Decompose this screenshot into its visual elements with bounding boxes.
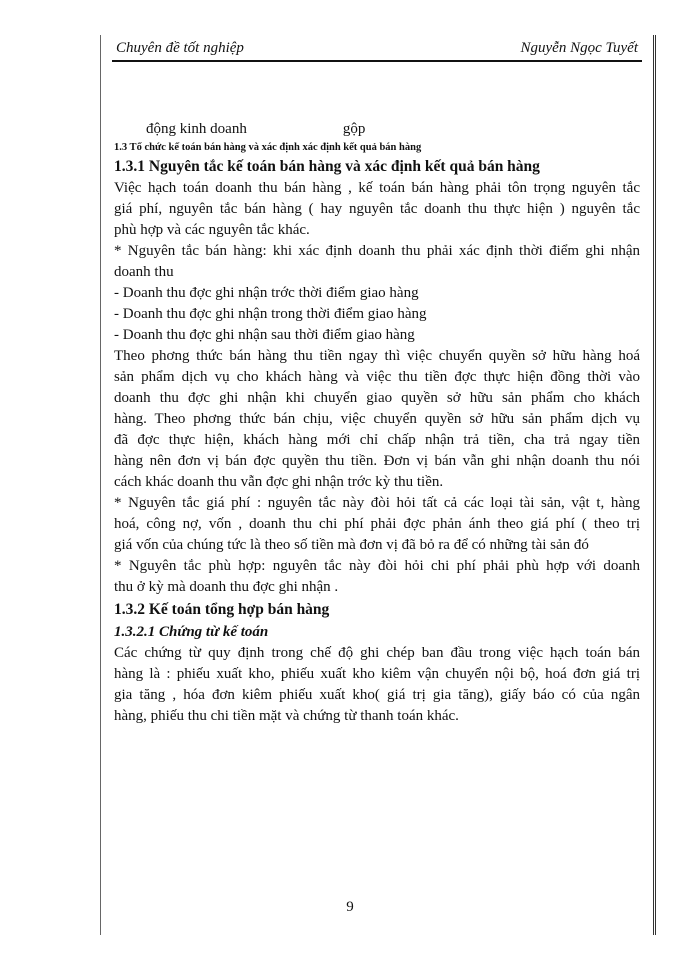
list-item: - Doanh thu đợc ghi nhận sau thời điểm giao hàng bbox=[114, 327, 415, 343]
text-line: hàng. Theo phơng thức bán chịu, việc chuyển quyền sở hữu sản phẩm dịch vụ bbox=[114, 411, 640, 427]
text-line: * Nguyên tắc phù hợp: nguyên tắc này đòi hỏi chi phí phải phù hợp với doanh bbox=[114, 558, 640, 574]
text-line: * Nguyên tắc bán hàng: khi xác định doanh thu phải xác định thời điểm ghi nhận bbox=[114, 243, 640, 259]
paragraph-1 bbox=[114, 178, 640, 241]
paragraph-6 bbox=[114, 643, 640, 727]
text-line: cách khác doanh thu vẫn đợc ghi nhận trớc kỳ thu tiền. bbox=[114, 474, 444, 490]
text-line: Việc hạch toán doanh thu bán hàng , kế toán bán hàng phải tôn trọng nguyên tắc bbox=[114, 180, 640, 196]
text-line: thu ở kỳ mà doanh thu đợc ghi nhận . bbox=[114, 579, 339, 595]
text-line: sản phẩm dịch vụ cho khách hàng và việc thu tiền đợc thực hiện đồng thời vào bbox=[114, 369, 640, 385]
continuation-left: động kinh doanh bbox=[146, 121, 247, 137]
text-line: Theo phơng thức bán hàng thu tiền ngay thì việc chuyển quyền sở hữu hàng hoá bbox=[114, 348, 640, 364]
text-line: gia tăng , hóa đơn kiêm phiếu xuất kho( giá trị gia tăng), giấy báo có của ngân bbox=[114, 687, 640, 703]
section-title-small: 1.3 Tổ chức kế toán bán hàng và xác định xác định kết quả bán hàng bbox=[114, 142, 422, 153]
text-line: Các chứng từ quy định trong chế độ ghi chép ban đầu trong việc hạch toán bán bbox=[114, 645, 640, 661]
list-item: - Doanh thu đợc ghi nhận trong thời điểm giao hàng bbox=[114, 306, 427, 322]
paragraph-3 bbox=[114, 346, 640, 493]
text-line: * Nguyên tắc giá phí : nguyên tắc này đòi hỏi tất cả các loại tài sản, vật t, hàng bbox=[114, 495, 640, 511]
text-line: giá vốn của chúng tức là theo số tiền mà đơn vị đã bỏ ra để có những tài sản đó bbox=[114, 537, 589, 553]
document-body bbox=[114, 119, 640, 727]
paragraph-5 bbox=[114, 556, 640, 598]
header-author: Nguyễn Ngọc Tuyết bbox=[520, 40, 638, 56]
heading-1-3-1: 1.3.1 Nguyên tắc kế toán bán hàng và xác định kết quả bán hàng bbox=[114, 158, 540, 175]
text-line: phù hợp và các nguyên tắc khác. bbox=[114, 222, 310, 238]
text-line: doanh thu đợc ghi nhận khi chuyển giao quyền sở hữu sản phẩm cho khách bbox=[114, 390, 640, 406]
paragraph-2 bbox=[114, 241, 640, 283]
continuation-right: gộp bbox=[342, 121, 366, 137]
text-line: hoá, công nợ, vốn , doanh thu chi phí phải đợc phản ánh theo giá phí ( theo trị bbox=[114, 516, 640, 532]
text-line: hàng là : phiếu xuất kho, phiếu xuất kho kiêm vận chuyển nội bộ, hoá đơn giá trị bbox=[114, 666, 640, 682]
heading-1-3-2-1: 1.3.2.1 Chứng từ kế toán bbox=[114, 624, 269, 640]
list-item: - Doanh thu đợc ghi nhận trớc thời điểm giao hàng bbox=[114, 285, 419, 301]
text-line: đã đợc thực hiện, khách hàng mới chỉ chấp nhận trả tiền, cha trả ngay tiền bbox=[114, 432, 640, 448]
header-title: Chuyên đề tốt nghiệp bbox=[116, 40, 244, 56]
page-number: 9 bbox=[346, 899, 354, 915]
paragraph-4 bbox=[114, 493, 640, 556]
text-line: hàng nên đơn vị bán đợc quyền thu tiền. Đơn vị bán vẫn ghi nhận doanh thu nói bbox=[114, 453, 640, 469]
bullet-list bbox=[114, 283, 640, 346]
continuation-line bbox=[114, 119, 640, 140]
text-line: giá phí, nguyên tắc bán hàng ( hay nguyên tắc doanh thu thực hiện ) nguyên tắc bbox=[114, 201, 640, 217]
heading-1-3-2: 1.3.2 Kế toán tổng hợp bán hàng bbox=[114, 601, 330, 618]
text-line: hàng, phiếu thu chi tiền mặt và chứng từ thanh toán khác. bbox=[114, 708, 459, 724]
header-rule bbox=[112, 60, 642, 62]
text-line: doanh thu bbox=[114, 264, 174, 280]
